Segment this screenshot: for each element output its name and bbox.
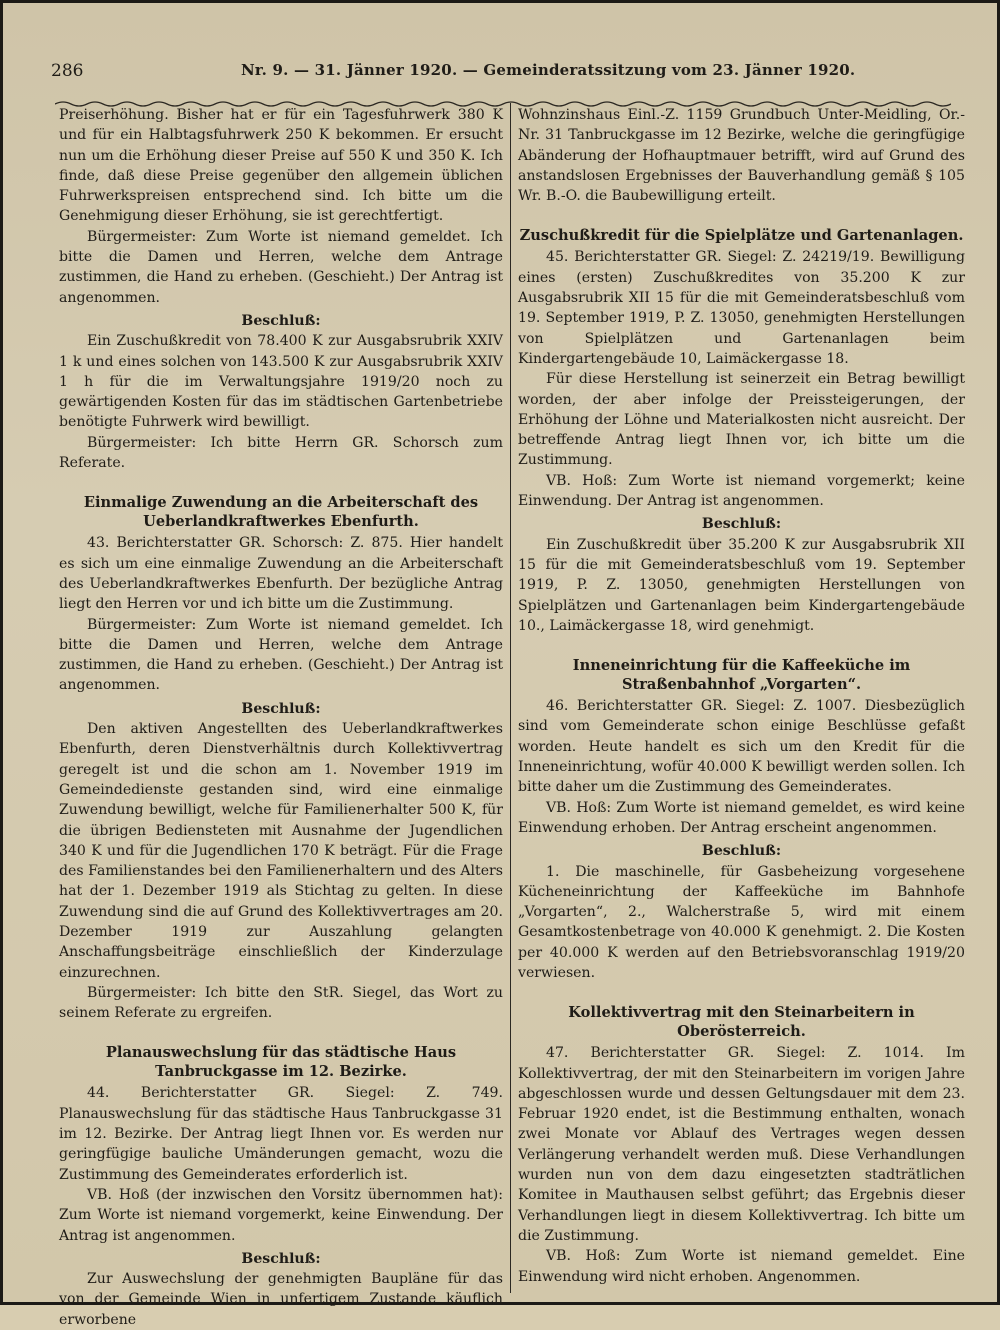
paragraph: Bürgermeister: Ich bitte Herrn GR. Schorsch zum Referate.: [59, 434, 503, 472]
paragraph: 44. Berichterstatter GR. Siegel: Z. 749. Planauswechslung für das städtische Haus Tanbruckgasse 31 im 12. Bezirke. Der Antrag liegt Ihnen vor. Es werden nur geringfügige bauliche Umänderungen gemacht, wozu die Zustimmung des Gemeinderates erforderlich ist.: [59, 1085, 503, 1183]
paragraph: Den aktiven Angestellten des Ueberlandkraftwerkes Ebenfurth, deren Dienstverhältnis durch Kollektivvertrag geregelt ist und die schon am 1. November 1919 im Gemeindedienste gestanden sind, wird eine einmalige Zuwendung bewilligt, welche für Familienerhalter 500 K, für die übrigen Bediensteten mit Ausnahme der Jugendlichen 340 K und für die Jugendlichen 170 K beträgt. Für die Frage des Familienstandes bei den Familienerhaltern und des Alters hat der 1. Dezember 1919 als Stichtag zu gelten. In diese Zuwendung sind die auf Grund des Kollektivvertrages am 20. Dezember 1919 zur Auszahlung gelangten Anschaffungsbeiträge einschließlich der Kinderzulage einzurechnen.: [59, 721, 503, 981]
paragraph: Ein Zuschußkredit über 35.200 K zur Ausgabsrubrik XII 15 für die mit Gemeinderatsbeschluß vom 19. September 1919, P. Z. 13050, genehmigten Herstellungen von Spielplätzen und Gartenanlagen beim Kindergartengebäude 10., Laimäckergasse 18, wird genehmigt.: [518, 536, 965, 634]
section-heading: Kollektivvertrag mit den Steinarbeitern in Oberösterreich.: [568, 1004, 915, 1041]
page-number: 286: [51, 61, 84, 81]
paragraph: Bürgermeister: Ich bitte den StR. Siegel, das Wort zu seinem Referate zu ergreifen.: [59, 984, 503, 1022]
paragraph: VB. Hoß: Zum Worte ist niemand vorgemerkt; keine Einwendung. Der Antrag ist angenommen.: [518, 472, 965, 510]
resolution-label: Beschluß:: [241, 312, 321, 329]
paragraph: Bürgermeister: Zum Worte ist niemand gemeldet. Ich bitte die Damen und Herren, welche dem Antrage zustimmen, die Hand zu erheben. (Geschieht.) Der Antrag ist angenommen.: [59, 228, 503, 306]
left-column: [59, 105, 503, 1330]
section-heading: Einmalige Zuwendung an die Arbeiterschaft des Ueberlandkraftwerkes Ebenfurth.: [83, 494, 479, 531]
page-header: [51, 61, 949, 89]
section-heading: Zuschußkredit für die Spielplätze und Gartenanlagen.: [519, 227, 964, 245]
paragraph: Preiserhöhung. Bisher hat er für ein Tagesfuhrwerk 380 K und für ein Halbtagsfuhrwerk 250 K bekommen. Er ersucht nun um die Erhöhung dieser Preise auf 550 K und 350 K. Ich finde, daß diese Preise gegenüber den allgemein üblichen Fuhrwerkspreisen entsprechend sind. Ich bitte um die Genehmigung dieser Erhöhung, sie ist gerechtfertigt.: [59, 107, 503, 225]
resolution-label: Beschluß:: [241, 1250, 321, 1267]
paragraph: VB. Hoß: Zum Worte ist niemand gemeldet. Eine Einwendung wird nicht erhoben. Angenommen.: [518, 1248, 965, 1285]
section-heading: Planauswechslung für das städtische Haus Tanbruckgasse im 12. Bezirke.: [105, 1044, 457, 1081]
column-divider: [510, 103, 511, 1293]
paragraph: 46. Berichterstatter GR. Siegel: Z. 1007. Diesbezüglich sind vom Gemeinderate schon einige Beschlüsse gefaßt worden. Heute handelt es sich um den Kredit für die Inneneinrichtung, wofür 40.000 K bewilligt werden sollen. Ich bitte daher um die Zustimmung des Gemeinderates.: [518, 698, 965, 796]
section-heading: Inneneinrichtung für die Kaffeeküche im Straßenbahnhof „Vorgarten“.: [572, 657, 911, 694]
paragraph: Bürgermeister: Zum Worte ist niemand gemeldet. Ich bitte die Damen und Herren, welche dem Antrage zustimmen, die Hand zu erheben. (Geschieht.) Der Antrag ist angenommen.: [59, 616, 503, 694]
paragraph: VB. Hoß: Zum Worte ist niemand gemeldet, es wird keine Einwendung erhoben. Der Antrag erscheint angenommen.: [518, 799, 965, 836]
paragraph: Für diese Herstellung ist seinerzeit ein Betrag bewilligt worden, der aber infolge der Preissteigerungen, der Erhöhung der Löhne und Materialkosten nicht ausreicht. Der betreffende Antrag liegt Ihnen vor, ich bitte um die Zustimmung.: [518, 371, 965, 469]
paragraph: Zur Auswechslung der genehmigten Baupläne für das von der Gemeinde Wien in unfertigem Zustande käuflich erworbene: [59, 1271, 503, 1328]
resolution-label: Beschluß:: [701, 843, 782, 860]
paragraph: 1. Die maschinelle, für Gasbeheizung vorgesehene Kücheneinrichtung der Kaffeeküche im Bahnhofe „Vorgarten“, 2., Walcherstraße 5, wird mit einem Gesamtkostenbetrage von 40.000 K genehmigt. 2. Die Kosten per 40.000 K werden auf den Betriebsvoranschlag 1919/20 verwiesen.: [518, 863, 965, 981]
paragraph: Wohnzinshaus Einl.-Z. 1159 Grundbuch Unter-Meidling, Or.-Nr. 31 Tanbruckgasse im 12 Bezirke, welche die geringfügige Abänderung der Hofhauptmauer betrifft, wird auf Grund des anstandslosen Ergebnisses der Bauverhandlung gemäß § 105 Wr. B.-O. die Baubewilligung erteilt.: [518, 107, 965, 205]
paragraph: Ein Zuschußkredit von 78.400 K zur Ausgabsrubrik XXIV 1 k und eines solchen von 143.500 K zur Ausgabsrubrik XXIV 1 h für die im Verwaltungsjahre 1919/20 noch zu gewärtigenden Kosten für das im städtischen Gartenbetriebe benötigte Fuhrwerk wird bewilligt.: [59, 333, 503, 431]
paragraph: 43. Berichterstatter GR. Schorsch: Z. 875. Hier handelt es sich um eine einmalige Zuwendung an die Arbeiterschaft des Ueberlandkraftwerkes Ebenfurth. Der bezügliche Antrag liegt den Herren vor und ich bitte um die Zustimmung.: [59, 535, 503, 613]
paragraph: 47. Berichterstatter GR. Siegel: Z. 1014. Im Kollektivvertrag, der mit den Steinarbeitern im vorigen Jahre abgeschlossen wurde und dessen Geltungsdauer mit dem 23. Februar 1920 endet, ist die Bestimmung enthalten, wonach zwei Monate vor Ablauf des Vertrages wegen dessen Verlängerung verhandelt werden muß. Diese Verhandlungen wurden nun von dem dazu eingesetzten stadträtlichen Komitee in Mauthausen selbst geführt; das Ergebnis dieser Verhandlungen liegt in diesem Kollektivvertrag. Ich bitte um die Zustimmung.: [518, 1045, 965, 1244]
resolution-label: Beschluß:: [241, 700, 321, 717]
right-column: [518, 105, 965, 1287]
header-title: Nr. 9. — 31. Jänner 1920. — Gemeinderatssitzung vom 23. Jänner 1920.: [241, 61, 856, 79]
paragraph: VB. Hoß (der inzwischen den Vorsitz übernommen hat): Zum Worte ist niemand vorgemerkt, keine Einwendung. Der Antrag ist angenommen.: [59, 1186, 503, 1244]
resolution-label: Beschluß:: [701, 516, 782, 533]
paragraph: 45. Berichterstatter GR. Siegel: Z. 24219/19. Bewilligung eines (ersten) Zuschußkredites von 35.200 K zur Ausgabsrubrik XII 15 für die mit Gemeinderatsbeschluß vom 19. September 1919, P. Z. 13050, genehmigten Herstellungen von Spielplätzen und Gartenanlagen beim Kindergartengebäude 10, Laimäckergasse 18.: [518, 249, 965, 367]
